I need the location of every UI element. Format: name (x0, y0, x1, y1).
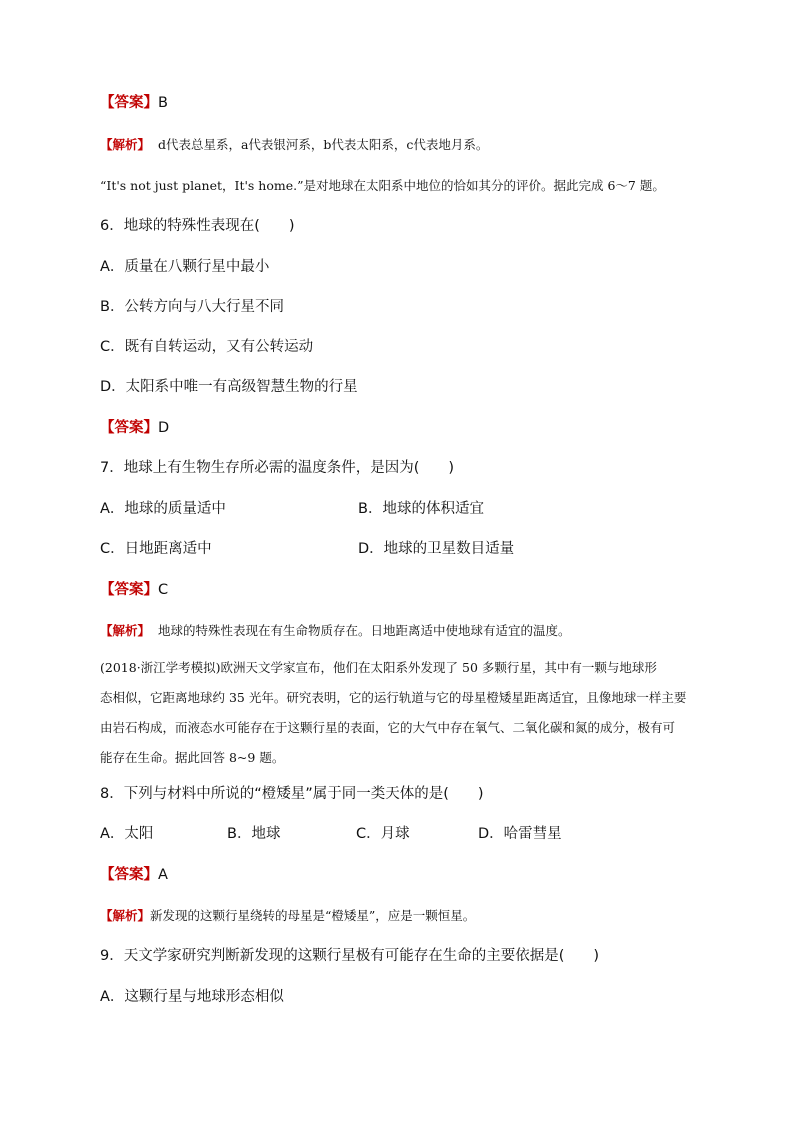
question-8-option-d: D．哈雷彗星 (478, 826, 562, 842)
passage-line: 能存在生命。据此回答 8~9 题。 (100, 750, 285, 765)
explain-tag: 【解析】 (100, 137, 151, 152)
answer-value: A (158, 867, 168, 883)
answer-value: D (158, 420, 170, 436)
answer-tag: 【答案】 (100, 420, 158, 436)
question-6-option-b: B．公转方向与八大行星不同 (100, 299, 284, 315)
explanation-text: 地球的特殊性表现在有生命物质存在。日地距离适中使地球有适宜的温度。 (157, 623, 571, 638)
explanation-text: 新发现的这颗行星绕转的母星是“橙矮星”，应是一颗恒星。 (150, 908, 476, 923)
question-8-option-c: C．月球 (356, 826, 410, 842)
explanation-text: d代表总星系，a代表银河系，b代表太阳系，c代表地月系。 (157, 137, 489, 152)
question-8-options (100, 824, 562, 844)
question-6-option-c: C．既有自转运动，又有公转运动 (100, 339, 314, 355)
explanation-line-7 (100, 621, 570, 641)
question-6-option-d: D．太阳系中唯一有高级智慧生物的行星 (100, 379, 358, 395)
answer-line-8 (100, 865, 168, 885)
question-7-row-2 (100, 539, 515, 559)
answer-line-5 (100, 93, 168, 113)
question-7-option-b: B．地球的体积适宜 (358, 501, 484, 517)
explanation-line-8 (100, 906, 475, 926)
answer-tag: 【答案】 (100, 582, 158, 598)
question-8-option-b: B．地球 (227, 826, 281, 842)
passage-line: 态相似，它距离地球约 35 光年。研究表明，它的运行轨道与它的母星橙矮星距离适宜，且像地球一样主要 (100, 690, 687, 705)
question-6-stem: 6．地球的特殊性表现在( ) (100, 218, 295, 234)
answer-tag: 【答案】 (100, 95, 158, 111)
answer-line-7 (100, 580, 168, 600)
question-8-option-a: A．太阳 (100, 826, 154, 842)
question-8-stem: 8．下列与材料中所说的“橙矮星”属于同一类天体的是( ) (100, 786, 484, 802)
explanation-line-5 (100, 135, 488, 155)
passage-8-9 (100, 653, 706, 773)
answer-line-6 (100, 418, 169, 438)
answer-value: B (158, 95, 168, 111)
passage-line: 由岩石构成，而液态水可能存在于这颗行星的表面，它的大气中存在氧气、二氧化碳和氮的成分，极有可 (100, 720, 676, 735)
question-7-option-d: D．地球的卫星数目适量 (358, 541, 515, 557)
intro-6-7: “It's not just planet，It's home.”是对地球在太阳系中地位的恰如其分的评价。据此完成 6～7 题。 (100, 178, 665, 193)
explain-tag: 【解析】 (100, 908, 151, 923)
answer-tag: 【答案】 (100, 867, 158, 883)
question-7-row-1 (100, 499, 484, 519)
answer-value: C (158, 582, 169, 598)
passage-line: (2018·浙江学考模拟)欧洲天文学家宣布，他们在太阳系外发现了 50 多颗行星，其中有一颗与地球形 (100, 660, 657, 675)
question-7-option-c: C．日地距离适中 (100, 541, 212, 557)
question-7-stem: 7．地球上有生物生存所必需的温度条件，是因为( ) (100, 460, 455, 476)
question-9-option-a: A．这颗行星与地球形态相似 (100, 989, 284, 1005)
explain-tag: 【解析】 (100, 623, 151, 638)
question-7-option-a: A．地球的质量适中 (100, 501, 226, 517)
question-9-stem: 9．天文学家研究判断新发现的这颗行星极有可能存在生命的主要依据是( ) (100, 948, 600, 964)
question-6-option-a: A．质量在八颗行星中最小 (100, 259, 270, 275)
